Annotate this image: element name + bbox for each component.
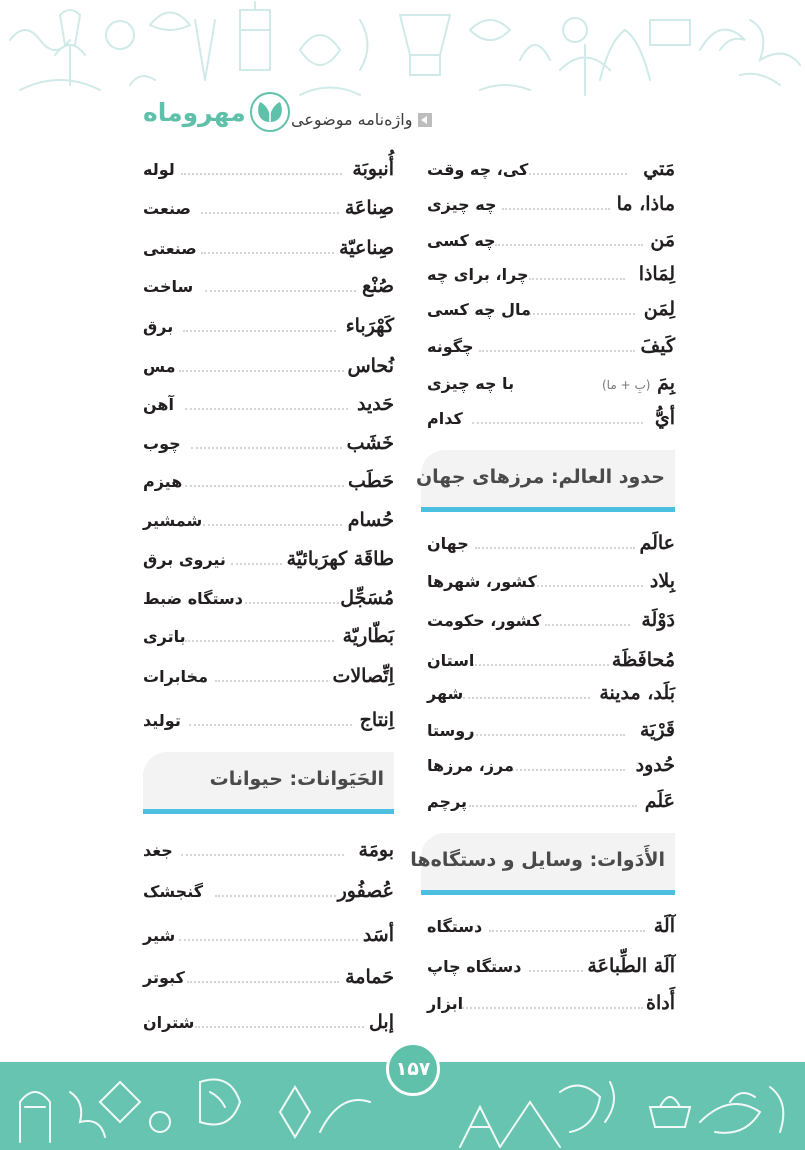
vocab-entry: خَشَب چوب [143, 432, 394, 454]
section-tag [291, 110, 432, 129]
brand-logo-group [143, 92, 290, 132]
vocab-entry: طاقَة كهرَبائيّة نیروی برق [143, 548, 394, 570]
vocab-entry: حَطَب هیزم [143, 470, 394, 492]
vocab-entry: صِناعيّة صنعتی [143, 237, 394, 259]
vocab-entry: دَوْلَة کشور، حکومت [427, 609, 675, 631]
vocab-entry: كَيفَ چگونه [427, 335, 675, 357]
vocab-entry: قَرْيَة روستا [427, 719, 675, 741]
vocab-entry: أيُّ کدام [427, 407, 675, 429]
heading-animals: الحَيَوانات: حیوانات [143, 752, 394, 814]
triangle-marker-icon [418, 113, 432, 127]
vocab-entry: عالَم جهان [427, 532, 675, 554]
vocab-entry: ماذا، ما چه چیزی [427, 193, 675, 215]
vocab-entry: بِلاد کشور، شهرها [427, 570, 675, 592]
butterfly-logo-icon [250, 92, 290, 132]
vocab-entry: صُنْع ساخت [143, 275, 394, 297]
vocab-entry: بَلَد، مدينة شهر [427, 682, 675, 704]
vocab-entry: بومَة جغد [143, 839, 394, 861]
vocab-entry: حُسام شمشیر [143, 509, 394, 531]
vocab-entry: مُسَجِّل دستگاه ضبط [143, 587, 394, 609]
vocab-entry: صِناعَة صنعت [143, 197, 394, 219]
vocab-entry: حَمامة کبوتر [143, 966, 394, 988]
vocab-entry: لِمَن مال چه کسی [427, 298, 675, 320]
vocab-entry: أَداة ابزار [427, 992, 675, 1014]
top-doodle-pattern [0, 0, 805, 110]
vocab-entry: مَن چه کسی [427, 229, 675, 251]
vocab-entry: حُدود مرز، مرزها [427, 754, 675, 776]
vocab-entry: حَديد آهن [143, 393, 394, 415]
vocab-entry: أُنبوبَة لوله [143, 158, 394, 180]
vocab-entry: عُصفُور گنجشک [143, 880, 394, 902]
heading-tools: الأَدَوات: وسایل و دستگاه‌ها [421, 833, 675, 895]
page-number: ۱۵۷ [395, 1058, 431, 1080]
vocab-entry: نُحاس مس [143, 355, 394, 377]
vocab-entry: لِمَاذا چرا، برای چه [427, 263, 675, 285]
vocab-entry: اِنتاج تولید [143, 709, 394, 731]
vocab-entry: أسَد شیر [143, 924, 394, 946]
vocab-entry: مَتي کی، چه وقت [427, 158, 675, 180]
brand-name: مهروماه [143, 97, 246, 127]
heading-borders: حدود العالم: مرزهای جهان [421, 450, 675, 512]
vocab-entry: عَلَم پرچم [427, 790, 675, 812]
vocab-entry: بِمَ (بِ + ما) با چه چیزی [427, 372, 675, 394]
vocab-entry: آلَة دستگاه [427, 915, 675, 937]
page-number-badge [386, 1042, 440, 1096]
vocab-entry: آلَة الطِّباعَة دستگاه چاپ [427, 955, 675, 977]
vocab-entry: اِتِّصالات مخابرات [143, 665, 394, 687]
vocab-entry: إبل شتران [143, 1011, 394, 1033]
section-title: واژه‌نامه موضوعی [291, 110, 413, 129]
vocab-entry: كَهْرَباء برق [143, 315, 394, 337]
vocab-entry: مُحافَظَة استان [427, 649, 675, 671]
vocab-entry: بَطّاريّة باتری [143, 625, 394, 647]
